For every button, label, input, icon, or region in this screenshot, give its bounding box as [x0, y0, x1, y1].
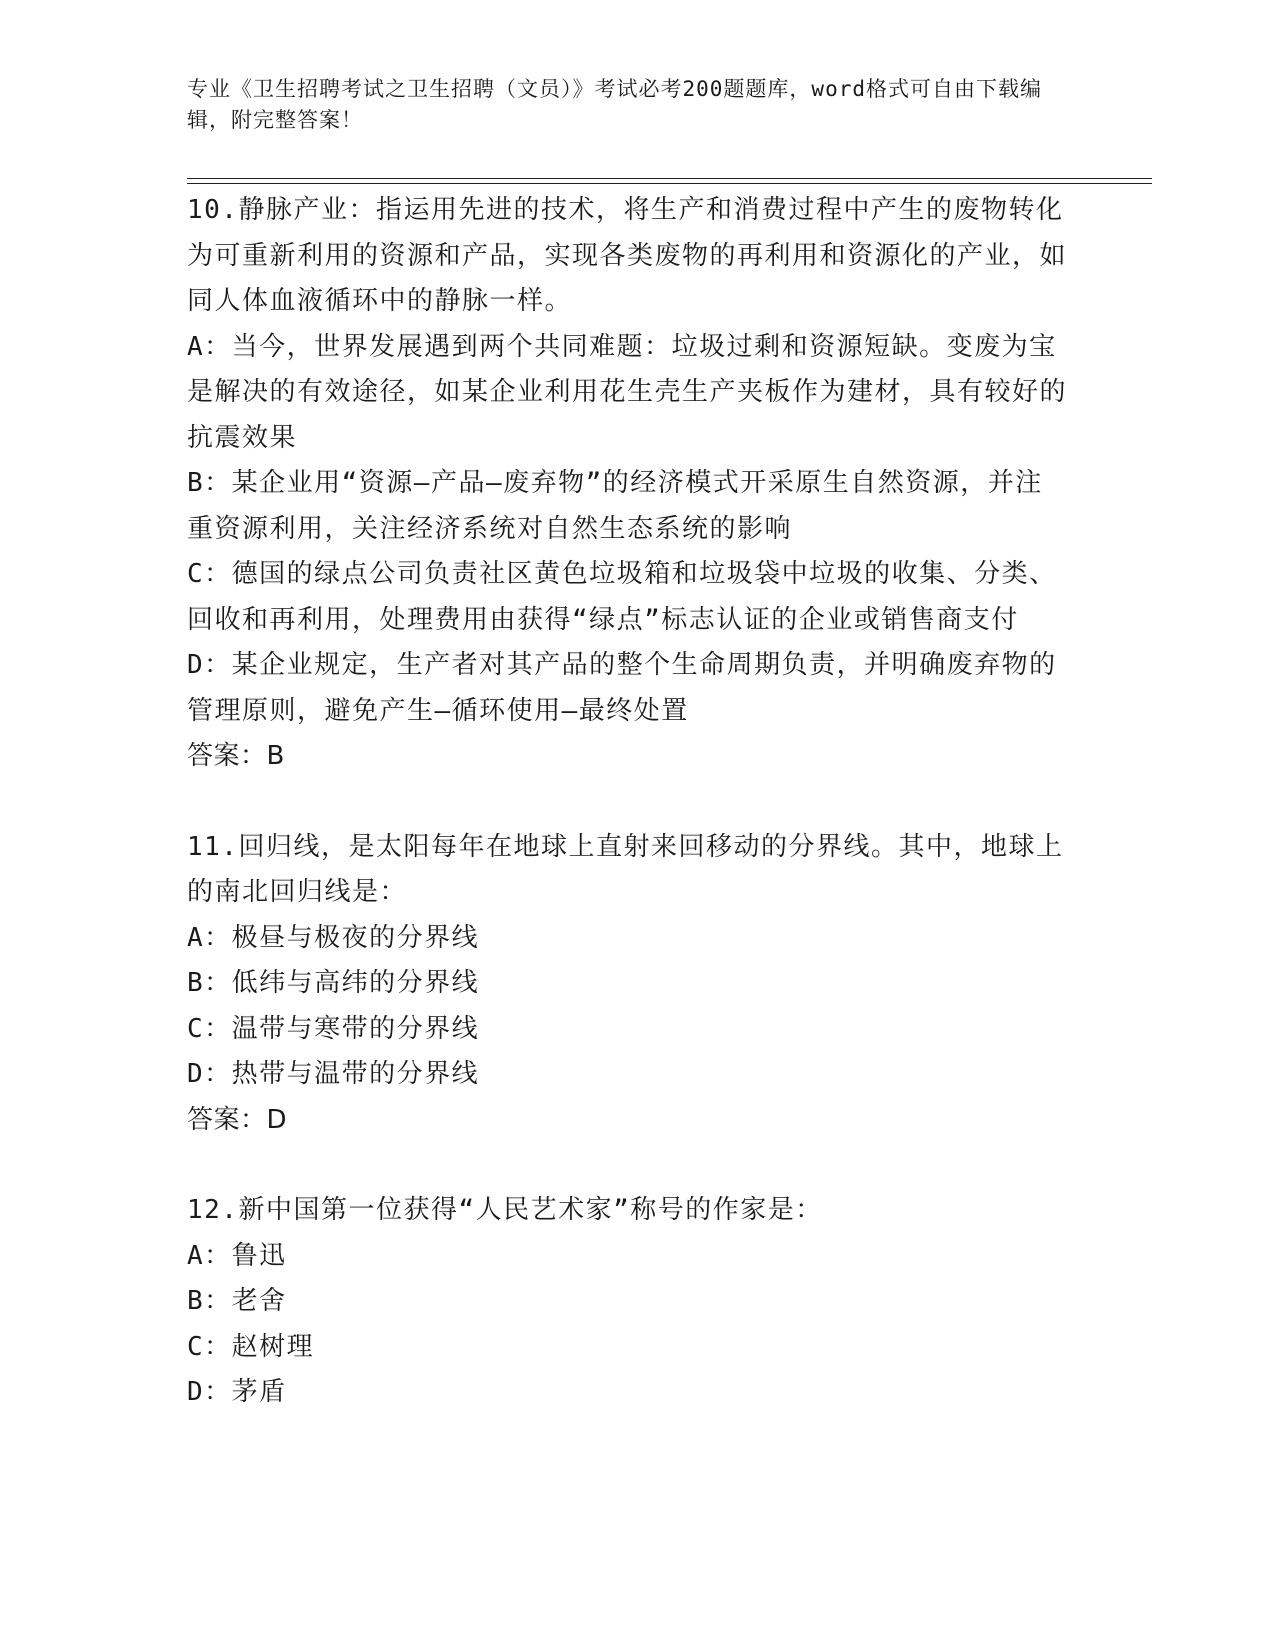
answer-line: 答案：D — [187, 1104, 288, 1135]
option-a: A：鲁迅 — [187, 1240, 287, 1271]
option-c: C：赵树理 — [187, 1331, 315, 1362]
question-stem: 11.回归线，是太阳每年在地球上直射来回移动的分界线。其中，地球上的南北回归线是： — [187, 831, 1064, 907]
question-list — [187, 188, 1067, 1461]
question-11 — [187, 825, 1067, 1144]
answer-line: 答案：B — [187, 741, 285, 771]
option-d: D：茅盾 — [187, 1377, 287, 1407]
option-c: C：德国的绿点公司负责社区黄色垃圾箱和垃圾袋中垃圾的收集、分类、回收和再利用，处理费用由获得“绿点”标志认证的企业或销售商支付 — [187, 559, 1057, 635]
option-a: A：当今，世界发展遇到两个共同难题：垃圾过剩和资源短缺。变废为宝是解决的有效途径，如某企业利用花生壳生产夹板作为建材，具有较好的抗震效果 — [187, 331, 1068, 453]
question-10 — [187, 188, 1067, 780]
question-12 — [187, 1188, 1067, 1416]
option-b: B：低纬与高纬的分界线 — [187, 968, 480, 998]
option-b: B：某企业用“资源—产品—废弃物”的经济模式开采原生自然资源，并注重资源利用，关注经济系统对自然生态系统的影响 — [187, 468, 1043, 544]
option-a: A：极昼与极夜的分界线 — [187, 922, 480, 953]
option-b: B：老舍 — [187, 1286, 287, 1316]
option-d: D：热带与温带的分界线 — [187, 1059, 480, 1089]
question-stem: 10.静脉产业：指运用先进的技术，将生产和消费过程中产生的废物转化为可重新利用的资源和产品，实现各类废物的再利用和资源化的产业，如同人体血液循环中的静脉一样。 — [187, 195, 1068, 316]
option-d: D：某企业规定，生产者对其产品的整个生命周期负责，并明确废弃物的管理原则，避免产生—循环使用—最终处置 — [187, 650, 1057, 726]
option-c: C：温带与寒带的分界线 — [187, 1013, 480, 1044]
page-header: 专业《卫生招聘考试之卫生招聘（文员）》考试必考200题题库，word格式可自由下载编辑，附完整答案！ — [187, 77, 1042, 132]
question-stem: 12.新中国第一位获得“人民艺术家”称号的作家是： — [187, 1195, 823, 1225]
header-rule-bottom — [187, 183, 1152, 184]
header-rule-top — [187, 178, 1152, 179]
